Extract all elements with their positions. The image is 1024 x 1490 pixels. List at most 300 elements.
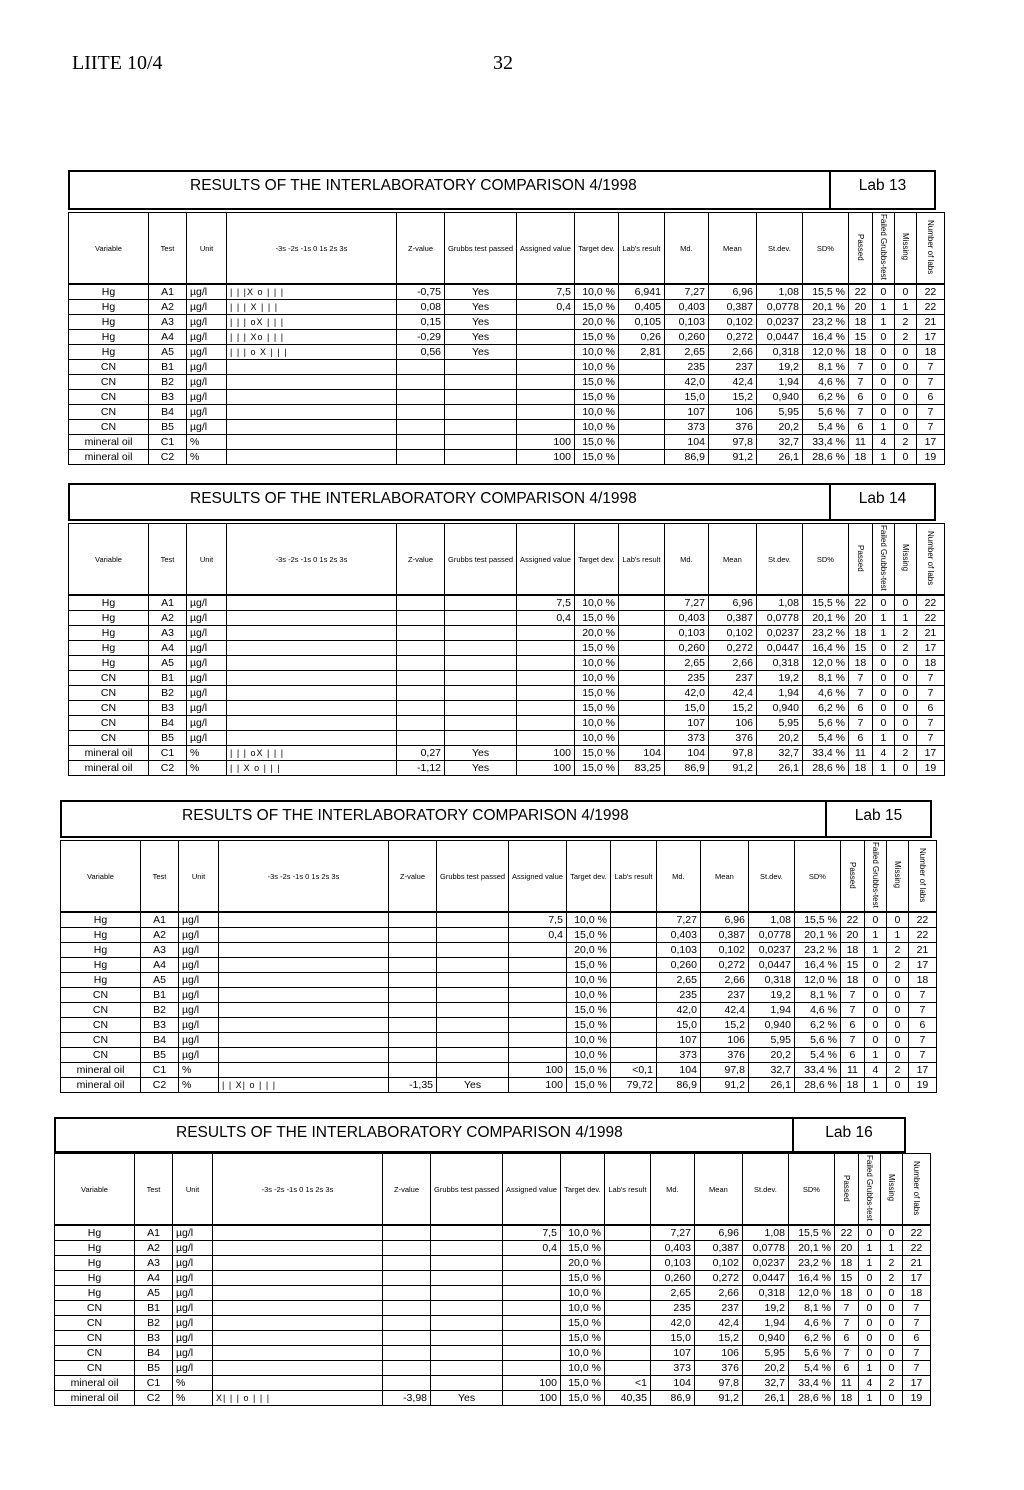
- column-header-scale: -3s -2s -1s 0 1s 2s 3s: [227, 524, 397, 596]
- cell-md: 0,260: [664, 330, 708, 345]
- cell-missing: 2: [886, 958, 908, 973]
- cell-scale: | | X| o | | |: [219, 1078, 389, 1093]
- cell-z: [389, 943, 437, 958]
- cell-passed: 22: [834, 1225, 858, 1241]
- cell-variable: mineral oil: [69, 761, 149, 776]
- cell-scale: | | X o | | |: [227, 761, 397, 776]
- cell-mean: 97,8: [708, 746, 756, 761]
- column-header-mean: Mean: [700, 841, 748, 913]
- cell-sd: 28,6 %: [794, 1078, 840, 1093]
- cell-md: 42,0: [664, 375, 708, 390]
- cell-numlabs: 21: [908, 943, 936, 958]
- cell-z: [397, 701, 445, 716]
- cell-failed: 0: [858, 1271, 880, 1286]
- cell-stdev: 0,940: [748, 1018, 794, 1033]
- cell-z: [397, 641, 445, 656]
- cell-z: [397, 611, 445, 626]
- cell-variable: CN: [69, 701, 149, 716]
- cell-numlabs: 6: [916, 701, 944, 716]
- cell-missing: 2: [894, 435, 916, 450]
- cell-scale: [213, 1225, 383, 1241]
- cell-mean: 237: [708, 671, 756, 686]
- column-header-passed-label: Passed: [847, 861, 857, 889]
- cell-unit: µg/l: [187, 360, 227, 375]
- cell-scale: [219, 1018, 389, 1033]
- cell-unit: µg/l: [187, 716, 227, 731]
- cell-stdev: 0,0447: [742, 1271, 788, 1286]
- table-row: [55, 1271, 931, 1286]
- cell-labres: <0,1: [610, 1063, 656, 1078]
- cell-target: 15,0 %: [574, 435, 618, 450]
- cell-unit: %: [187, 761, 227, 776]
- cell-unit: µg/l: [187, 405, 227, 420]
- cell-numlabs: 7: [908, 988, 936, 1003]
- cell-missing: 0: [880, 1331, 902, 1346]
- cell-z: [383, 1241, 431, 1256]
- cell-scale: | | | Xo | | |: [227, 330, 397, 345]
- cell-scale: [227, 656, 397, 671]
- cell-scale: | | | oX | | |: [227, 315, 397, 330]
- cell-md: 104: [664, 435, 708, 450]
- cell-sd: 4,6 %: [802, 686, 848, 701]
- cell-z: [383, 1256, 431, 1271]
- cell-sd: 12,0 %: [802, 656, 848, 671]
- cell-assigned: [509, 943, 567, 958]
- cell-mean: 6,96: [708, 595, 756, 611]
- table-row: [69, 701, 945, 716]
- cell-sd: 5,6 %: [802, 716, 848, 731]
- cell-stdev: 0,318: [756, 656, 802, 671]
- cell-md: 2,65: [664, 656, 708, 671]
- cell-passed: 18: [834, 1391, 858, 1406]
- cell-numlabs: 7: [916, 716, 944, 731]
- cell-scale: [213, 1316, 383, 1331]
- cell-z: [389, 1033, 437, 1048]
- column-header-unit: Unit: [187, 524, 227, 596]
- cell-grubbs: [437, 1063, 509, 1078]
- cell-numlabs: 17: [908, 1063, 936, 1078]
- cell-missing: 2: [886, 1063, 908, 1078]
- cell-unit: µg/l: [187, 315, 227, 330]
- cell-assigned: 100: [509, 1063, 567, 1078]
- column-header-grubbs: Grubbs test passed: [431, 1154, 503, 1226]
- cell-missing: 2: [880, 1271, 902, 1286]
- cell-passed: 18: [834, 1256, 858, 1271]
- cell-z: -1,35: [389, 1078, 437, 1093]
- cell-labres: [618, 686, 664, 701]
- column-header-target: Target dev.: [574, 524, 618, 596]
- table-row: [61, 912, 937, 928]
- cell-variable: CN: [69, 716, 149, 731]
- cell-variable: CN: [69, 686, 149, 701]
- cell-md: 0,260: [656, 958, 700, 973]
- cell-labres: [610, 958, 656, 973]
- cell-passed: 15: [840, 958, 864, 973]
- cell-variable: mineral oil: [61, 1063, 141, 1078]
- cell-numlabs: 7: [916, 405, 944, 420]
- cell-scale: [227, 611, 397, 626]
- cell-missing: 1: [894, 611, 916, 626]
- cell-sd: 15,5 %: [802, 595, 848, 611]
- cell-z: 0,08: [397, 300, 445, 315]
- cell-assigned: [517, 716, 575, 731]
- cell-md: 2,65: [650, 1286, 694, 1301]
- cell-md: 86,9: [664, 450, 708, 465]
- cell-md: 235: [656, 988, 700, 1003]
- cell-z: [389, 958, 437, 973]
- column-header-test: Test: [149, 524, 187, 596]
- cell-target: 15,0 %: [574, 330, 618, 345]
- cell-assigned: [503, 1316, 561, 1331]
- cell-passed: 18: [848, 761, 872, 776]
- cell-test: A2: [141, 928, 179, 943]
- column-header-failed: [864, 841, 886, 913]
- column-header-numlabs: [908, 841, 936, 913]
- cell-md: 42,0: [650, 1316, 694, 1331]
- cell-passed: 20: [840, 928, 864, 943]
- cell-missing: 0: [880, 1361, 902, 1376]
- cell-test: B2: [135, 1316, 173, 1331]
- cell-mean: 0,272: [694, 1271, 742, 1286]
- cell-test: B4: [149, 716, 187, 731]
- cell-scale: [227, 686, 397, 701]
- cell-mean: 2,66: [708, 656, 756, 671]
- table-row: [69, 626, 945, 641]
- cell-variable: Hg: [61, 958, 141, 973]
- cell-test: A5: [135, 1286, 173, 1301]
- cell-grubbs: [437, 1048, 509, 1063]
- cell-failed: 0: [858, 1346, 880, 1361]
- cell-mean: 0,387: [694, 1241, 742, 1256]
- cell-target: 10,0 %: [574, 405, 618, 420]
- cell-stdev: 0,0237: [756, 315, 802, 330]
- cell-target: 15,0 %: [574, 390, 618, 405]
- cell-failed: 1: [864, 928, 886, 943]
- cell-sd: 23,2 %: [802, 626, 848, 641]
- column-header-z: Z-value: [397, 213, 445, 285]
- cell-stdev: 20,2: [742, 1361, 788, 1376]
- cell-target: 15,0 %: [560, 1391, 604, 1406]
- cell-missing: 0: [894, 716, 916, 731]
- cell-passed: 6: [848, 420, 872, 435]
- cell-unit: µg/l: [187, 686, 227, 701]
- cell-stdev: 32,7: [742, 1376, 788, 1391]
- cell-variable: mineral oil: [55, 1376, 135, 1391]
- cell-numlabs: 17: [908, 958, 936, 973]
- cell-assigned: [509, 988, 567, 1003]
- cell-test: A2: [135, 1241, 173, 1256]
- cell-failed: 0: [858, 1301, 880, 1316]
- cell-passed: 11: [848, 746, 872, 761]
- lab-label: Lab 14: [858, 490, 907, 507]
- cell-target: 20,0 %: [574, 315, 618, 330]
- cell-failed: 4: [872, 435, 894, 450]
- cell-unit: µg/l: [173, 1301, 213, 1316]
- cell-test: B1: [141, 988, 179, 1003]
- cell-missing: 0: [894, 701, 916, 716]
- cell-z: [383, 1346, 431, 1361]
- cell-failed: 0: [872, 701, 894, 716]
- cell-target: 10,0 %: [560, 1286, 604, 1301]
- table-row: [69, 686, 945, 701]
- cell-grubbs: [437, 1033, 509, 1048]
- cell-sd: 16,4 %: [802, 641, 848, 656]
- column-header-passed: [840, 841, 864, 913]
- cell-target: 10,0 %: [574, 595, 618, 611]
- cell-missing: 2: [880, 1256, 902, 1271]
- cell-stdev: 0,0778: [748, 928, 794, 943]
- column-header-mean: Mean: [694, 1154, 742, 1226]
- cell-variable: CN: [55, 1346, 135, 1361]
- cell-stdev: 20,2: [748, 1048, 794, 1063]
- cell-missing: 0: [894, 284, 916, 300]
- cell-variable: Hg: [69, 656, 149, 671]
- cell-z: [397, 656, 445, 671]
- column-header-passed-label: Passed: [855, 544, 865, 572]
- lab-label: Lab 13: [858, 177, 907, 194]
- cell-sd: 5,6 %: [794, 1033, 840, 1048]
- cell-failed: 0: [872, 360, 894, 375]
- cell-variable: Hg: [55, 1225, 135, 1241]
- cell-md: 42,0: [656, 1003, 700, 1018]
- cell-variable: Hg: [61, 973, 141, 988]
- cell-labres: [610, 1018, 656, 1033]
- cell-missing: 1: [880, 1241, 902, 1256]
- cell-variable: Hg: [69, 300, 149, 315]
- cell-passed: 7: [834, 1346, 858, 1361]
- cell-z: [389, 1003, 437, 1018]
- cell-missing: 0: [894, 345, 916, 360]
- cell-variable: CN: [69, 360, 149, 375]
- cell-scale: [227, 671, 397, 686]
- cell-sd: 33,4 %: [802, 435, 848, 450]
- cell-grubbs: Yes: [445, 761, 517, 776]
- cell-numlabs: 22: [916, 284, 944, 300]
- cell-stdev: 0,940: [756, 390, 802, 405]
- cell-mean: 0,272: [708, 641, 756, 656]
- cell-passed: 20: [848, 300, 872, 315]
- cell-target: 10,0 %: [574, 671, 618, 686]
- cell-sd: 23,2 %: [802, 315, 848, 330]
- column-header-stdev: St.dev.: [756, 524, 802, 596]
- cell-assigned: 0,4: [517, 300, 575, 315]
- cell-numlabs: 19: [902, 1391, 930, 1406]
- column-header-variable: Variable: [69, 213, 149, 285]
- cell-test: A5: [141, 973, 179, 988]
- cell-variable: mineral oil: [69, 435, 149, 450]
- cell-labres: 6,941: [618, 284, 664, 300]
- cell-failed: 4: [864, 1063, 886, 1078]
- table-row: [69, 315, 945, 330]
- cell-variable: CN: [55, 1316, 135, 1331]
- cell-mean: 97,8: [700, 1063, 748, 1078]
- cell-failed: 4: [872, 746, 894, 761]
- table-row: [55, 1316, 931, 1331]
- cell-labres: [618, 435, 664, 450]
- cell-assigned: 100: [503, 1376, 561, 1391]
- cell-mean: 15,2: [694, 1331, 742, 1346]
- cell-sd: 8,1 %: [788, 1301, 834, 1316]
- column-header-missing-label: Missing: [900, 233, 910, 261]
- cell-variable: CN: [61, 988, 141, 1003]
- results-table: [54, 1153, 931, 1406]
- cell-target: 10,0 %: [560, 1361, 604, 1376]
- table-row: [69, 420, 945, 435]
- cell-variable: Hg: [55, 1286, 135, 1301]
- cell-test: A3: [135, 1256, 173, 1271]
- cell-test: B4: [141, 1033, 179, 1048]
- cell-numlabs: 17: [916, 435, 944, 450]
- column-header-failed-label: Failed Grubbs-test: [870, 842, 880, 908]
- table-row: [69, 595, 945, 611]
- cell-unit: µg/l: [187, 701, 227, 716]
- cell-labres: [604, 1301, 650, 1316]
- table-row: [55, 1361, 931, 1376]
- cell-failed: 0: [872, 284, 894, 300]
- cell-failed: 1: [872, 420, 894, 435]
- cell-assigned: [517, 405, 575, 420]
- column-header-failed-label: Failed Grubbs-test: [864, 1155, 874, 1221]
- table-row: [55, 1301, 931, 1316]
- cell-grubbs: [437, 973, 509, 988]
- cell-z: [389, 1063, 437, 1078]
- cell-scale: [213, 1271, 383, 1286]
- cell-target: 15,0 %: [560, 1331, 604, 1346]
- lab-separator: [829, 172, 831, 208]
- cell-mean: 0,102: [700, 943, 748, 958]
- cell-unit: µg/l: [179, 1033, 219, 1048]
- column-header-mean: Mean: [708, 213, 756, 285]
- column-header-numlabs-label: Number of labs: [917, 847, 927, 903]
- cell-test: A4: [141, 958, 179, 973]
- cell-numlabs: 7: [908, 1033, 936, 1048]
- cell-variable: mineral oil: [55, 1391, 135, 1406]
- cell-target: 10,0 %: [566, 1033, 610, 1048]
- cell-stdev: 5,95: [756, 716, 802, 731]
- cell-assigned: 7,5: [517, 595, 575, 611]
- cell-variable: CN: [55, 1301, 135, 1316]
- cell-mean: 42,4: [708, 686, 756, 701]
- column-header-failed-label: Failed Grubbs-test: [878, 214, 888, 280]
- cell-assigned: [517, 641, 575, 656]
- cell-test: B2: [149, 375, 187, 390]
- cell-target: 15,0 %: [574, 300, 618, 315]
- cell-test: B3: [135, 1331, 173, 1346]
- cell-sd: 6,2 %: [788, 1331, 834, 1346]
- cell-variable: CN: [69, 390, 149, 405]
- cell-mean: 0,272: [708, 330, 756, 345]
- cell-numlabs: 7: [916, 671, 944, 686]
- cell-target: 15,0 %: [560, 1241, 604, 1256]
- cell-assigned: 7,5: [503, 1225, 561, 1241]
- cell-stdev: 0,0237: [756, 626, 802, 641]
- cell-sd: 28,6 %: [802, 450, 848, 465]
- cell-grubbs: [431, 1331, 503, 1346]
- cell-unit: µg/l: [187, 420, 227, 435]
- cell-failed: 1: [864, 943, 886, 958]
- cell-missing: 0: [894, 405, 916, 420]
- cell-passed: 22: [840, 912, 864, 928]
- cell-unit: µg/l: [179, 1003, 219, 1018]
- cell-assigned: [517, 315, 575, 330]
- cell-stdev: 1,08: [756, 595, 802, 611]
- cell-assigned: [517, 390, 575, 405]
- cell-scale: | | | o X | | |: [227, 345, 397, 360]
- table-row: [55, 1376, 931, 1391]
- cell-stdev: 0,318: [748, 973, 794, 988]
- cell-missing: 0: [894, 375, 916, 390]
- cell-assigned: [517, 656, 575, 671]
- column-header-passed-label: Passed: [841, 1174, 851, 1202]
- cell-scale: | | |X o | | |: [227, 284, 397, 300]
- cell-numlabs: 17: [916, 330, 944, 345]
- cell-z: [383, 1361, 431, 1376]
- cell-grubbs: [445, 375, 517, 390]
- table-row: [69, 300, 945, 315]
- cell-stdev: 20,2: [756, 420, 802, 435]
- cell-md: 373: [664, 731, 708, 746]
- cell-unit: µg/l: [173, 1271, 213, 1286]
- cell-stdev: 1,08: [742, 1225, 788, 1241]
- cell-grubbs: [437, 943, 509, 958]
- cell-md: 107: [656, 1033, 700, 1048]
- cell-unit: µg/l: [179, 1018, 219, 1033]
- column-header-test: Test: [135, 1154, 173, 1226]
- cell-grubbs: [437, 912, 509, 928]
- cell-assigned: [503, 1301, 561, 1316]
- cell-assigned: [509, 958, 567, 973]
- cell-unit: µg/l: [179, 943, 219, 958]
- cell-passed: 7: [840, 1003, 864, 1018]
- cell-test: C2: [149, 450, 187, 465]
- cell-z: -3,98: [383, 1391, 431, 1406]
- cell-sd: 5,4 %: [802, 420, 848, 435]
- cell-stdev: 20,2: [756, 731, 802, 746]
- column-header-missing-label: Missing: [886, 1174, 896, 1202]
- table-row: [69, 746, 945, 761]
- cell-grubbs: [445, 390, 517, 405]
- table-row: [69, 611, 945, 626]
- cell-failed: 0: [864, 973, 886, 988]
- cell-sd: 33,4 %: [794, 1063, 840, 1078]
- cell-mean: 106: [694, 1346, 742, 1361]
- lab-separator: [829, 485, 831, 519]
- cell-sd: 15,5 %: [794, 912, 840, 928]
- table-row: [69, 330, 945, 345]
- cell-grubbs: [431, 1376, 503, 1391]
- cell-stdev: 5,95: [742, 1346, 788, 1361]
- cell-test: C2: [149, 761, 187, 776]
- cell-assigned: [503, 1286, 561, 1301]
- cell-target: 20,0 %: [566, 943, 610, 958]
- cell-stdev: 0,318: [742, 1286, 788, 1301]
- cell-variable: Hg: [69, 641, 149, 656]
- column-header-numlabs: [916, 524, 944, 596]
- cell-stdev: 19,2: [742, 1301, 788, 1316]
- cell-md: 15,0: [656, 1018, 700, 1033]
- block-title: RESULTS OF THE INTERLABORATORY COMPARISON 4/1998: [182, 807, 629, 824]
- cell-test: B1: [149, 360, 187, 375]
- cell-passed: 18: [848, 626, 872, 641]
- cell-grubbs: [445, 731, 517, 746]
- cell-stdev: 1,08: [748, 912, 794, 928]
- cell-target: 10,0 %: [574, 360, 618, 375]
- block-title-bar: [60, 800, 932, 838]
- cell-scale: [227, 641, 397, 656]
- column-header-z: Z-value: [389, 841, 437, 913]
- cell-scale: [227, 595, 397, 611]
- cell-md: 0,403: [664, 300, 708, 315]
